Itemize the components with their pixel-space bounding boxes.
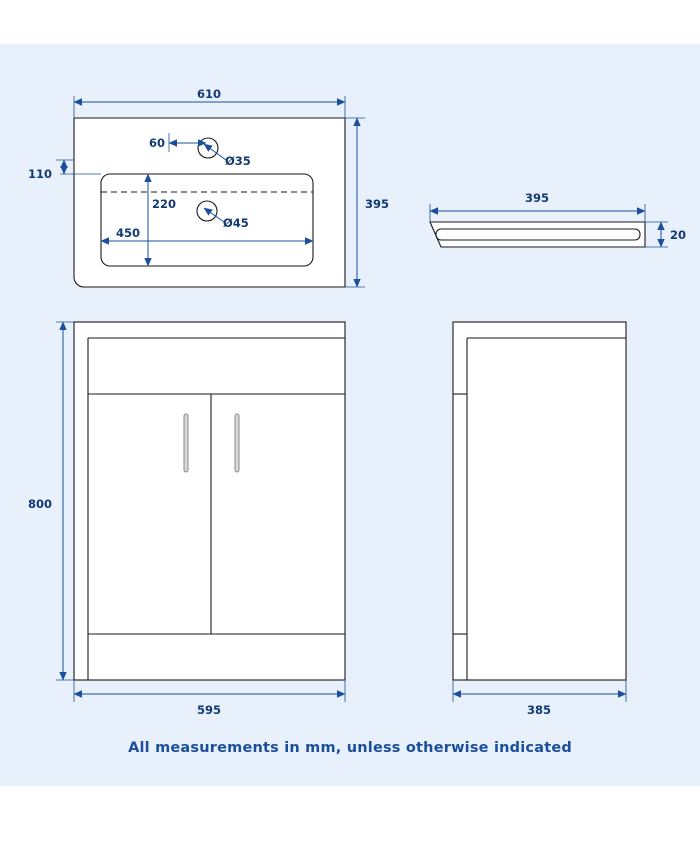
- dim-basin-depth: 395: [365, 197, 390, 211]
- dim-waste-hole-diameter: Ø45: [223, 216, 249, 230]
- basin-side-view: [430, 222, 645, 247]
- dim-basin-width: 610: [196, 87, 222, 101]
- dim-tap-hole-diameter: Ø35: [225, 154, 251, 168]
- cabinet-side-dimensions: [453, 680, 626, 717]
- dim-bowl-offset: 220: [152, 197, 177, 211]
- dim-cabinet-depth: 385: [526, 703, 552, 717]
- dim-basin-side-width: 395: [524, 191, 550, 205]
- cabinet-front-view: [74, 322, 345, 680]
- basin-top-view: [74, 118, 345, 287]
- cabinet-side-view: [453, 322, 626, 680]
- dim-basin-thickness: 20: [670, 228, 687, 242]
- dim-basin-left-offset: 110: [27, 167, 52, 181]
- dim-tap-offset: 60: [148, 136, 165, 150]
- dim-cabinet-width: 595: [196, 703, 222, 717]
- measurement-note: All measurements in mm, unless otherwise indicated: [128, 740, 572, 756]
- dim-bowl-width: 450: [115, 226, 141, 240]
- dim-cabinet-height: 800: [27, 497, 52, 511]
